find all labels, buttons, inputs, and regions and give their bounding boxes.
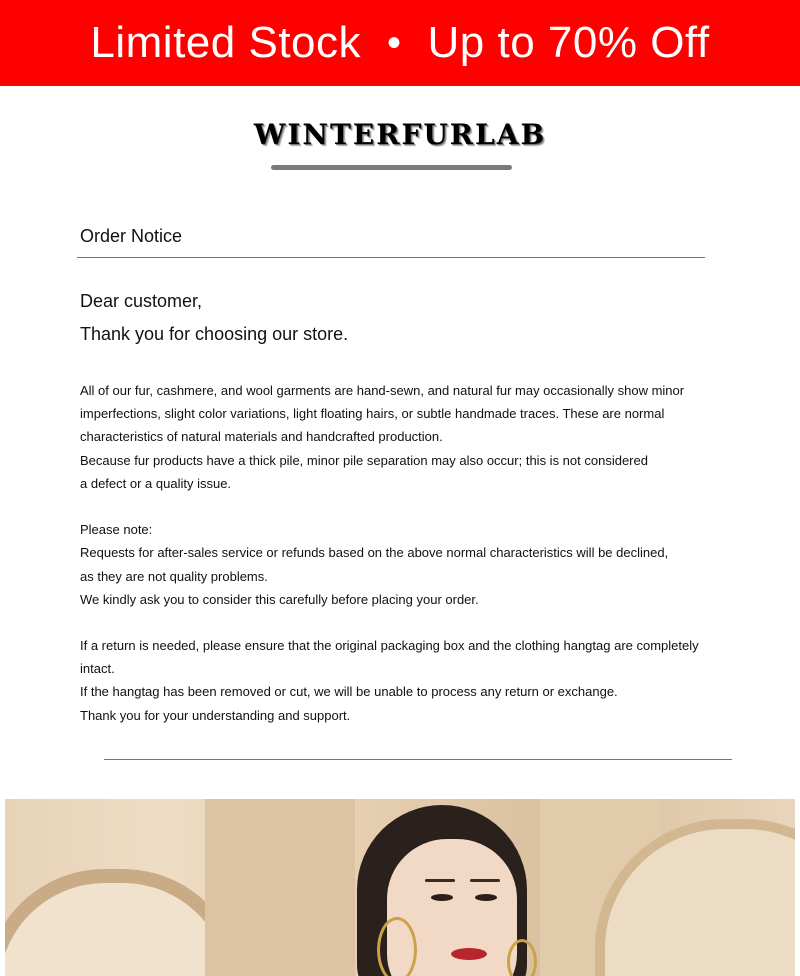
greeting-line-2: Thank you for choosing our store. <box>80 324 349 344</box>
promo-banner <box>0 0 800 86</box>
notice-line: Because fur products have a thick pile, minor pile separation may also occur; this is not considered <box>80 452 648 468</box>
banner-right-text: Up to 70% Off <box>427 18 710 67</box>
brand-logo-container <box>0 118 800 151</box>
notice-line: If the hangtag has been removed or cut, we will be unable to process any return or exchange. <box>80 684 618 700</box>
notice-line: imperfections, slight color variations, light floating hairs, or subtle handmade traces. These are normal <box>80 406 665 422</box>
notice-line: characteristics of natural materials and handcrafted production. <box>80 429 443 445</box>
model-right-brow <box>470 879 500 882</box>
notice-line: We kindly ask you to consider this carefully before placing your order. <box>80 591 479 607</box>
banner-left-text: Limited Stock <box>90 18 362 67</box>
notice-line: Please note: <box>80 522 153 538</box>
model-lips <box>451 948 487 960</box>
notice-body <box>80 379 720 727</box>
background-pillar-left <box>205 799 355 976</box>
model-right-eye <box>475 894 497 901</box>
notice-line: as they are not quality problems. <box>80 568 268 584</box>
model-left-brow <box>425 879 455 882</box>
notice-line: a defect or a quality issue. <box>80 475 232 491</box>
notice-line: If a return is needed, please ensure that the original packaging box and the clothing hangtag are completely <box>80 638 699 654</box>
gold-hoop-earring-right <box>507 939 537 976</box>
notice-spacer <box>80 611 720 634</box>
divider-top <box>77 257 705 258</box>
notice-line: intact. <box>80 661 115 677</box>
notice-line: Thank you for your understanding and support. <box>80 707 351 723</box>
notice-line: Requests for after-sales service or refunds based on the above normal characteristics will be declined, <box>80 545 669 561</box>
logo-underline <box>271 165 512 170</box>
notice-spacer <box>80 495 720 518</box>
brand-logo: WINTERFURLAB <box>253 118 547 151</box>
hero-photo <box>5 799 795 976</box>
divider-bottom <box>104 759 732 760</box>
banner-separator: • <box>387 20 402 65</box>
greeting-line-1: Dear customer, <box>80 291 203 311</box>
model-left-eye <box>431 894 453 901</box>
notice-line: All of our fur, cashmere, and wool garments are hand-sewn, and natural fur may occasionally show minor <box>80 383 685 398</box>
gold-hoop-earring-left <box>377 917 417 976</box>
order-notice-title: Order Notice <box>80 226 183 246</box>
